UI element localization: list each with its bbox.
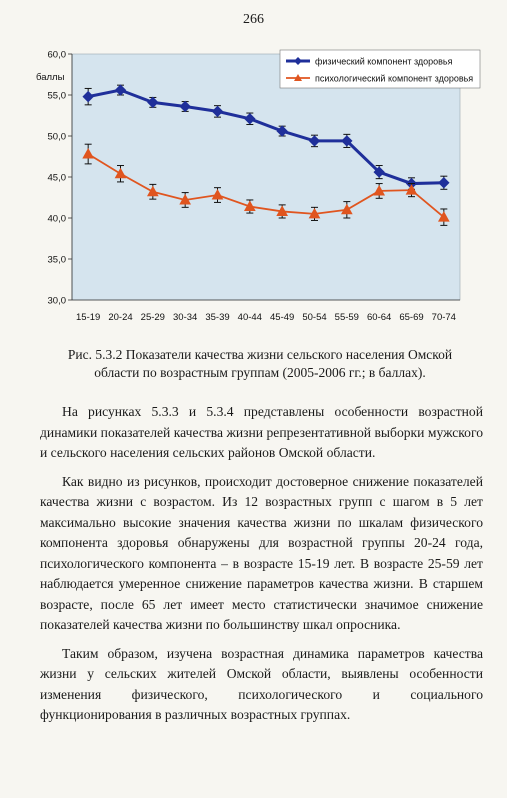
- y-tick-label: 60,0: [47, 49, 66, 61]
- x-tick-label: 45-49: [270, 312, 295, 323]
- legend-label: физический компонент здоровья: [315, 56, 453, 67]
- figure-caption: [40, 346, 480, 382]
- y-axis-label: баллы: [36, 72, 65, 83]
- x-tick-label: 35-39: [205, 312, 230, 323]
- paragraph: На рисунках 5.3.3 и 5.3.4 представлены особенности возрастной динамики показателей качества жизни репрезентативной выборки мужского и сельского населения сельских районов Омской области.: [40, 404, 483, 460]
- x-tick-label: 60-64: [367, 312, 392, 323]
- plot-area: [72, 54, 460, 300]
- x-tick-label: 50-54: [302, 312, 327, 323]
- y-tick-label: 35,0: [47, 254, 66, 266]
- paragraph: Как видно из рисунков, происходит достоверное снижение показателей качества жизни с возрастом. Из 12 возрастных групп с шагом в 5 лет максимально высокие значения качества жизни по шкалам физического компонента здоровья обнаружены для возрастной группы 20-24 года, психологического компонента – в возрасте 15-19 лет. В возрасте 25-59 лет наблюдается умеренное снижение параметров качества жизни. В старшем возрасте, после 65 лет имеет место статистически значимое снижение показателей качества жизни по большинству шкал опросника.: [40, 473, 483, 632]
- y-tick-label: 50,0: [47, 131, 66, 143]
- caption-line-1: Рис. 5.3.2 Показатели качества жизни сельского населения Омской: [67, 347, 453, 362]
- x-tick-label: 65-69: [399, 312, 424, 323]
- y-tick-label: 30,0: [47, 295, 66, 307]
- chart-svg: [20, 46, 488, 330]
- line-chart: [20, 46, 488, 330]
- x-tick-label: 30-34: [173, 312, 198, 323]
- x-tick-label: 40-44: [237, 312, 262, 323]
- x-tick-label: 25-29: [140, 312, 165, 323]
- body-text: [40, 402, 483, 734]
- x-tick-label: 20-24: [108, 312, 133, 323]
- y-tick-label: 45,0: [47, 172, 66, 184]
- y-tick-label: 55,0: [47, 90, 66, 102]
- caption-line-2: области по возрастным группам (2005-2006 гг.; в баллах).: [94, 365, 426, 380]
- page-number: 266: [243, 12, 264, 27]
- paragraph: Таким образом, изучена возрастная динамика параметров качества жизни у сельских жителей Омской области, выявлены особенности изменения физического, психологического и социального функционирования в различных возрастных группах.: [40, 645, 483, 722]
- x-tick-label: 55-59: [334, 312, 359, 323]
- x-tick-label: 70-74: [431, 312, 456, 323]
- x-tick-label: 15-19: [76, 312, 101, 323]
- y-tick-label: 40,0: [47, 213, 66, 225]
- legend-label: психологический компонент здоровья: [315, 73, 474, 84]
